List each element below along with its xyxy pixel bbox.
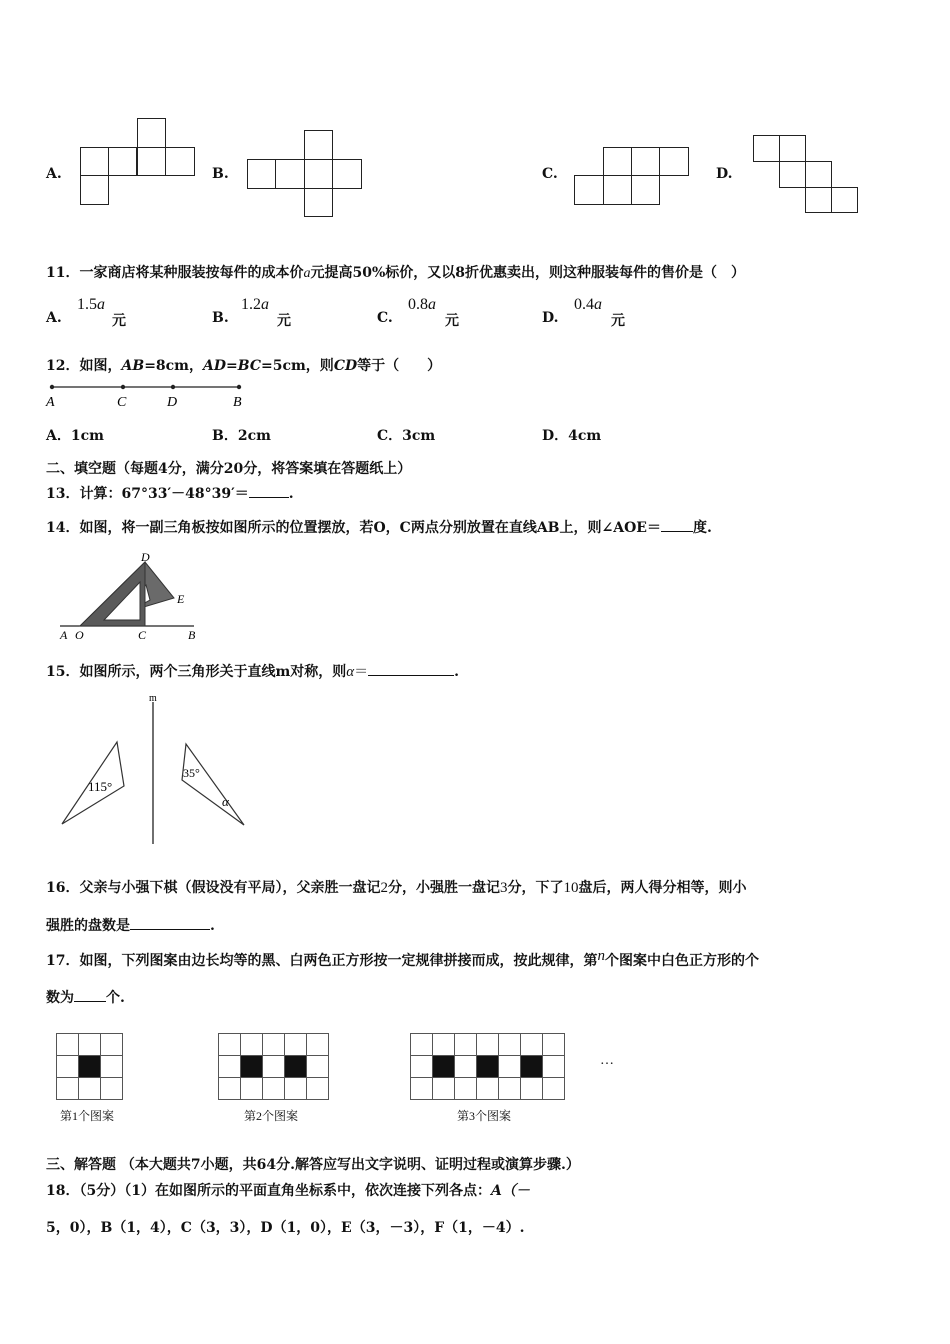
q15-angle-115: 115° <box>88 779 113 794</box>
q16-stem-line1: 16．父亲与小强下棋（假设没有平局），父亲胜一盘记2分，小强胜一盘记3分，下了10盘后，两人得分相等，则小 <box>46 880 747 896</box>
q17-stem-line2: 数为 个. <box>46 990 125 1006</box>
q15-line-m-label: m <box>149 693 157 704</box>
q14-label-c: C <box>138 628 147 642</box>
q14-stem: 14．如图，将一副三角板按如图所示的位置摆放，若O，C两点分别放置在直线AB上，则∠AOE＝ 度. <box>46 520 712 536</box>
q18-stem-line2: 5，0），B（1，4），C（3，3），D（1，0），E（3，－3），F（1，－4）. <box>46 1220 525 1236</box>
q10-option-b-label: B. <box>212 166 229 182</box>
q15-answer-blank[interactable] <box>368 675 454 676</box>
q12-option-c[interactable]: C．3cm <box>377 428 436 444</box>
q14-answer-blank[interactable] <box>661 531 693 532</box>
q12-point-b: B <box>233 395 242 410</box>
q12-point-d: D <box>167 395 178 410</box>
section-3-heading: 三、解答题 （本大题共7小题，共64分.解答应写出文字说明、证明过程或演算步骤.） <box>46 1157 580 1173</box>
q12-line-segment-diagram <box>40 378 260 414</box>
q17-caption-2: 第2个图案 <box>244 1109 299 1123</box>
q14-triangle-rulers-figure <box>54 548 214 644</box>
q17-ellipsis: … <box>600 1053 614 1068</box>
q14-label-d: D <box>141 550 150 564</box>
q14-label-a: A <box>60 628 68 642</box>
section-2-heading: 二、填空题（每题4分，满分20分，将答案填在答题纸上） <box>46 461 412 477</box>
q13-stem: 13．计算：67°33′－48°39′＝ . <box>46 486 294 502</box>
q12-option-a[interactable]: A．1cm <box>46 428 104 444</box>
q15-angle-35: 35° <box>183 766 200 780</box>
q14-label-o: O <box>75 628 84 642</box>
q15-angle-alpha: α <box>222 794 229 809</box>
q12-option-d[interactable]: D．4cm <box>542 428 602 444</box>
q14-label-b: B <box>188 628 196 642</box>
q10-option-c-label: C. <box>542 166 558 182</box>
q15-stem: 15．如图所示，两个三角形关于直线m对称，则α＝ . <box>46 664 460 680</box>
q12-point-c: C <box>117 395 127 410</box>
q13-answer-blank[interactable] <box>249 497 289 498</box>
q17-stem-line1: 17．如图，下列图案由边长均等的黑、白两色正方形按一定规律拼接而成，按此规律，第n个图案中白色正方形的个 <box>46 948 759 969</box>
q12-option-b[interactable]: B．2cm <box>212 428 271 444</box>
q16-answer-blank[interactable] <box>130 929 210 930</box>
q15-symmetric-triangles-figure <box>54 690 254 850</box>
q10-option-a-label: A. <box>46 166 62 182</box>
q18-stem-line1: 18．（5分）（1）在如图所示的平面直角坐标系中，依次连接下列各点：A（－ <box>46 1183 530 1199</box>
q17-caption-1: 第1个图案 <box>60 1109 115 1123</box>
q10-option-d-label: D. <box>716 166 733 182</box>
q12-stem: 12．如图，AB=8cm，AD=BC=5cm，则CD等于（ ） <box>46 358 442 374</box>
q17-pattern-3 <box>410 1033 566 1101</box>
q11-stem: 11．一家商店将某种服装按每件的成本价a元提高50%标价，又以8折优惠卖出，则这种服装每件的售价是（ ） <box>46 265 746 281</box>
q17-pattern-1 <box>56 1033 124 1101</box>
q14-label-e: E <box>177 592 185 606</box>
q16-stem-line2: 强胜的盘数是 . <box>46 918 215 934</box>
q17-pattern-2 <box>218 1033 330 1101</box>
q17-answer-blank[interactable] <box>74 1001 106 1002</box>
q12-point-a: A <box>46 395 55 410</box>
q17-caption-3: 第3个图案 <box>457 1109 512 1123</box>
